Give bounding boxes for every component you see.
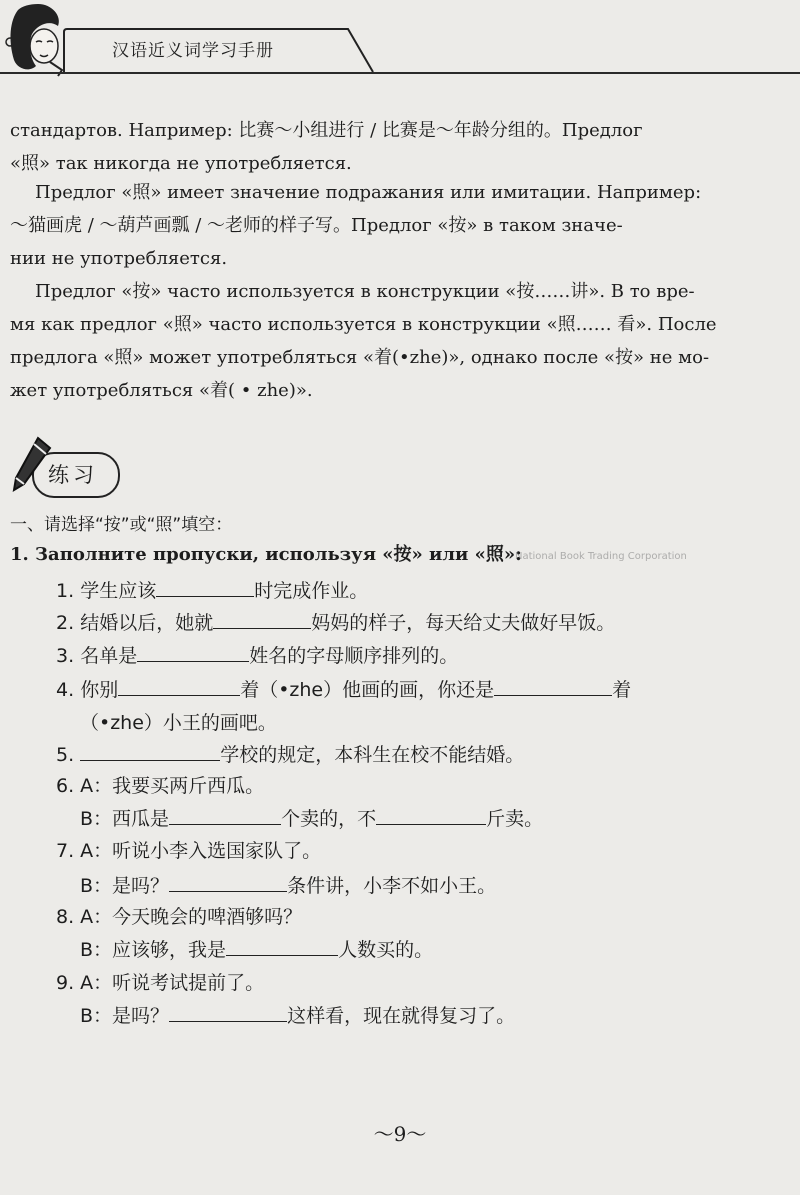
answer-blank[interactable] [494,675,612,696]
item-number: 3. [56,645,75,667]
item-number: 1. [56,580,75,602]
text-line: ～猫画虎 / ～葫芦画瓢 / ～老师的样子写。Предлог «按» в таком значе- [10,215,623,236]
text-line: мя как предлог «照» часто используется в конструкции «照…… 看». После [10,314,717,335]
item-text: 我要买两斤西瓜。 [112,775,265,797]
item-text: 学校的规定，本科生在校不能结婚。 [220,744,525,766]
item-text: 斤卖。 [486,808,544,830]
exercise-item-3 [56,641,458,670]
text-line: предлога «照» может употребляться «着(•zhe)», однако после «按» не мо- [10,347,710,368]
item-text: 结婚以后，她就 [80,612,214,634]
speaker-label: B： [80,939,113,961]
item-number: 7. A： [56,840,113,862]
answer-blank[interactable] [137,641,249,662]
item-text: 听说小李入选国家队了。 [112,840,322,862]
answer-blank[interactable] [169,1001,287,1022]
item-text: 名单是 [80,645,138,667]
speaker-label: B： [80,875,113,897]
exercise-item-1 [56,576,368,605]
instruction-russian: 1. Заполните пропуски, используя «按» или «照»: [10,544,522,565]
item-text: 着（•zhe）他画的画，你还是 [240,679,495,701]
item-text: 着 [612,679,632,701]
exercise-item-7b [80,871,496,900]
item-text: 是吗？ [112,1005,170,1027]
item-text: 你别 [80,679,119,701]
item-text: 妈妈的样子，每天给丈夫做好早饭。 [311,612,616,634]
item-number: 2. [56,612,75,634]
item-text: 时完成作业。 [254,580,369,602]
item-number: 8. A： [56,906,113,928]
text-line: Предлог «照» имеет значение подражания или имитации. Например: [35,182,702,203]
item-text: 听说考试提前了。 [112,972,265,994]
exercise-item-6b [80,804,543,833]
answer-blank[interactable] [118,675,240,696]
answer-blank[interactable] [169,871,287,892]
exercise-item-4-continued [80,709,277,737]
paragraph-2 [10,176,788,275]
item-text: 学生应该 [80,580,157,602]
item-text: 个卖的，不 [281,808,377,830]
page-number: ～9～ [373,1122,427,1146]
exercise-item-5 [56,740,524,769]
item-number: 9. A： [56,972,113,994]
item-text: 这样看，现在就得复习了。 [287,1005,516,1027]
speaker-label: B： [80,1005,113,1027]
item-text: 今天晚会的啤酒够吗？ [112,906,303,928]
exercise-item-8b [80,935,433,964]
speaker-label: B： [80,808,113,830]
answer-blank[interactable] [213,608,311,629]
text-line: «照» так никогда не употребляется. [10,153,352,174]
item-text: 姓名的字母顺序排列的。 [249,645,459,667]
item-number: 4. [56,679,75,701]
text-line: стандартов. Например: 比赛～小组进行 / 比赛是～年龄分组的。Предлог [10,120,643,141]
exercise-item-2 [56,608,615,637]
item-text: 条件讲，小李不如小王。 [287,875,497,897]
item-text: 西瓜是 [112,808,170,830]
text-line: жет употребляться «着( • zhe)». [10,380,313,401]
answer-blank[interactable] [169,804,281,825]
watermark-text: National Book Trading Corporation [515,551,687,562]
paragraph-3 [10,275,788,407]
exercise-badge-label: 练习 [48,463,98,487]
exercise-item-4 [56,675,631,704]
answer-blank[interactable] [226,935,338,956]
answer-blank[interactable] [376,804,486,825]
exercise-item-7a [56,837,321,865]
text-line: нии не употребляется. [10,248,228,269]
item-text: 应该够，我是 [112,939,227,961]
answer-blank[interactable] [80,740,220,761]
answer-blank[interactable] [156,576,254,597]
item-text: 是吗？ [112,875,170,897]
item-number: 6. A： [56,775,113,797]
exercise-item-8a [56,903,302,931]
paragraph-1 [10,114,788,180]
item-text: （•zhe）小王的画吧。 [80,712,277,734]
book-title: 汉语近义词学习手册 [112,41,274,61]
header-rule [0,72,800,74]
text-line: Предлог «按» часто используется в конструкции «按……讲». В то вре- [35,281,695,302]
item-text: 人数买的。 [338,939,434,961]
instruction-chinese: 一、请选择“按”或“照”填空： [10,515,233,535]
exercise-item-9b [80,1001,515,1030]
item-number: 5. [56,744,75,766]
exercise-item-6a [56,772,264,800]
exercise-item-9a [56,969,264,997]
